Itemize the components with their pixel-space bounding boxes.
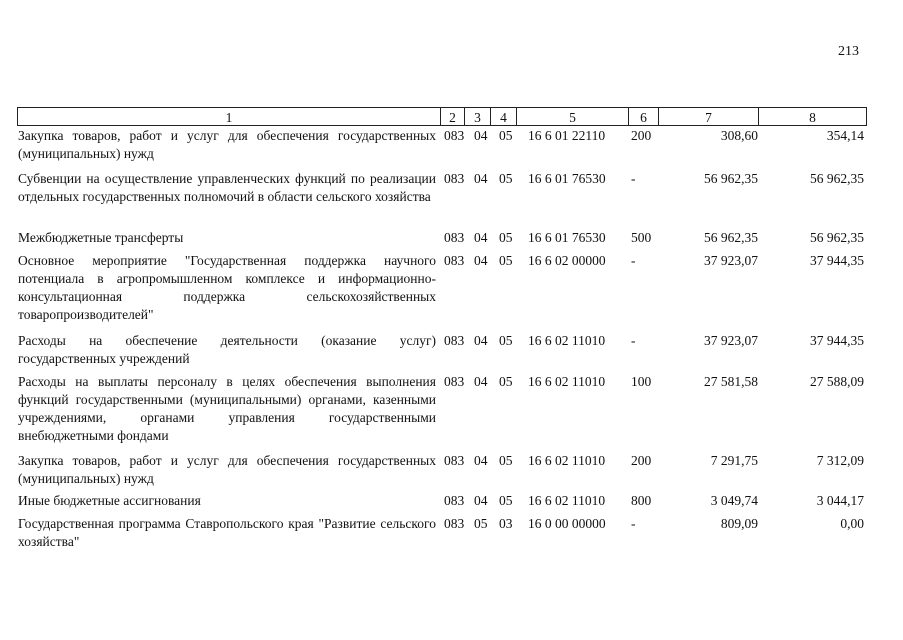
row-sum-col8: 0,00 [840, 516, 864, 531]
row-name: Закупка товаров, работ и услуг для обеспечения государственных (муниципальных) нужд [18, 128, 436, 161]
table-header [17, 107, 867, 126]
row-admin: 083 [444, 171, 465, 186]
row-sum-col8: 3 044,17 [816, 493, 864, 508]
row-sum-col7: 7 291,75 [710, 453, 758, 468]
row-podrazdel: 03 [499, 516, 513, 531]
row-sum-col7: 308,60 [720, 128, 758, 143]
row-vr: - [631, 253, 636, 268]
row-admin: 083 [444, 516, 465, 531]
row-csr: 16 0 00 00000 [528, 516, 606, 531]
row-csr: 16 6 01 22110 [528, 128, 606, 143]
row-podrazdel: 05 [499, 333, 513, 348]
row-sum-col8: 56 962,35 [810, 230, 864, 245]
row-csr: 16 6 02 11010 [528, 453, 606, 468]
row-name: Государственная программа Ставропольского края "Развитие сельского хозяйства" [18, 516, 436, 549]
row-admin: 083 [444, 374, 465, 389]
row-admin: 083 [444, 493, 465, 508]
row-csr: 16 6 01 76530 [528, 230, 606, 245]
row-csr: 16 6 02 11010 [528, 493, 606, 508]
row-razdel: 04 [474, 453, 488, 468]
row-sum-col8: 37 944,35 [810, 333, 864, 348]
row-vr: 200 [631, 453, 652, 468]
row-sum-col7: 809,09 [720, 516, 758, 531]
row-sum-col7: 37 923,07 [704, 333, 758, 348]
row-sum-col8: 56 962,35 [810, 171, 864, 186]
row-podrazdel: 05 [499, 171, 513, 186]
row-sum-col7: 56 962,35 [704, 171, 758, 186]
row-vr: - [631, 333, 636, 348]
row-podrazdel: 05 [499, 493, 513, 508]
row-vr: 100 [631, 374, 652, 389]
row-name: Субвенции на осуществление управленческих функций по реализации отдельных государственных полномочий в области сельского хозяйства [18, 171, 436, 204]
row-name: Расходы на выплаты персоналу в целях обеспечения выполнения функций государственными (муниципальными) органами, казенными учреждениями, органами управления государственными внебюджетными фондами [18, 374, 436, 443]
row-sum-col8: 27 588,09 [810, 374, 864, 389]
header-col-5: 5 [517, 108, 629, 125]
row-sum-col7: 37 923,07 [704, 253, 758, 268]
row-csr: 16 6 02 00000 [528, 253, 606, 268]
row-name: Закупка товаров, работ и услуг для обеспечения государственных (муниципальных) нужд [18, 453, 436, 486]
row-sum-col7: 56 962,35 [704, 230, 758, 245]
row-sum-col8: 7 312,09 [816, 453, 864, 468]
row-podrazdel: 05 [499, 128, 513, 143]
header-col-7: 7 [659, 108, 759, 125]
row-csr: 16 6 02 11010 [528, 333, 606, 348]
row-razdel: 04 [474, 253, 488, 268]
row-sum-col8: 354,14 [826, 128, 864, 143]
row-razdel: 04 [474, 128, 488, 143]
row-razdel: 04 [474, 171, 488, 186]
row-podrazdel: 05 [499, 374, 513, 389]
row-sum-col7: 27 581,58 [704, 374, 758, 389]
row-vr: 500 [631, 230, 652, 245]
row-name: Иные бюджетные ассигнования [18, 493, 201, 508]
header-col-6: 6 [629, 108, 659, 125]
row-vr: - [631, 171, 636, 186]
page-number: 213 [838, 44, 859, 59]
header-col-1: 1 [18, 108, 441, 125]
row-podrazdel: 05 [499, 230, 513, 245]
row-razdel: 05 [474, 516, 488, 531]
row-vr: - [631, 516, 636, 531]
row-vr: 800 [631, 493, 652, 508]
row-sum-col8: 37 944,35 [810, 253, 864, 268]
row-razdel: 04 [474, 333, 488, 348]
row-razdel: 04 [474, 230, 488, 245]
row-admin: 083 [444, 230, 465, 245]
row-admin: 083 [444, 333, 465, 348]
row-podrazdel: 05 [499, 253, 513, 268]
row-name: Межбюджетные трансферты [18, 230, 184, 245]
header-col-4: 4 [491, 108, 517, 125]
row-podrazdel: 05 [499, 453, 513, 468]
row-name: Расходы на обеспечение деятельности (оказание услуг) государственных учреждений [18, 333, 436, 366]
header-col-3: 3 [465, 108, 491, 125]
row-sum-col7: 3 049,74 [710, 493, 758, 508]
row-razdel: 04 [474, 493, 488, 508]
row-admin: 083 [444, 453, 465, 468]
header-col-8: 8 [809, 110, 816, 125]
row-name: Основное мероприятие "Государственная поддержка научного потенциала в агропромышленном комплексе и информационно-консультационная поддержка сельскохозяйственных товаропроизводителей" [18, 253, 436, 322]
row-csr: 16 6 02 11010 [528, 374, 606, 389]
row-admin: 083 [444, 128, 465, 143]
header-col-2: 2 [441, 108, 465, 125]
row-csr: 16 6 01 76530 [528, 171, 606, 186]
row-razdel: 04 [474, 374, 488, 389]
row-admin: 083 [444, 253, 465, 268]
row-vr: 200 [631, 128, 652, 143]
